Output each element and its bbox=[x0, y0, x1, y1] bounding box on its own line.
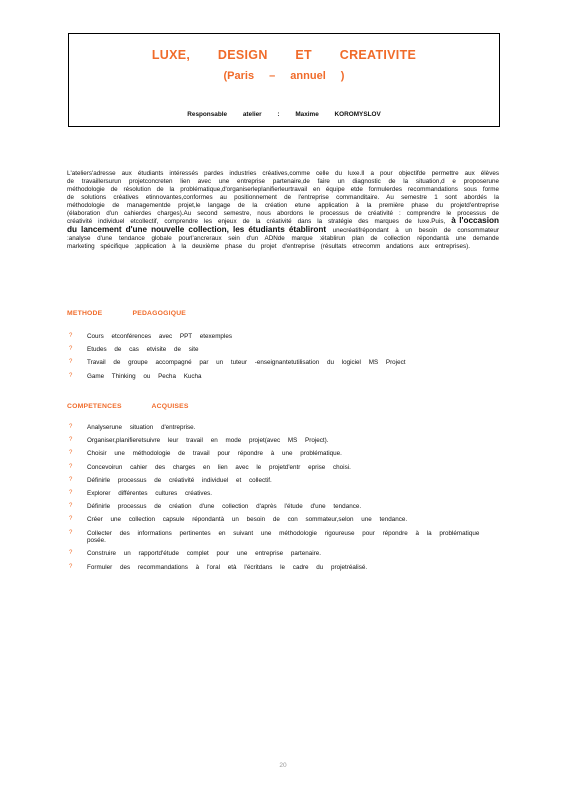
list-item bbox=[67, 564, 497, 572]
responsable-line: Responsable atelier : Maxime KOROMYSLOV bbox=[187, 111, 381, 118]
bullet-icon: ? bbox=[69, 463, 73, 470]
list-item bbox=[67, 346, 497, 354]
list-item bbox=[67, 550, 497, 558]
list-item bbox=[67, 516, 497, 524]
bullet-icon: ? bbox=[69, 424, 73, 430]
page-title: LUXE, DESIGN ET CREATIVITE bbox=[151, 48, 417, 62]
list-item bbox=[67, 530, 497, 546]
list-item-text: Analyserune situation d'entreprise. bbox=[87, 424, 196, 431]
list-item-text: Définirle processus de créativité individuel et collectif. bbox=[87, 476, 272, 484]
intro-text-part3: unecréatifrépondant à un besoin de consommateur :analyse d'une tendance globale pourl'ancreraux sein d'un ADNde marque :établirun plan de collection répondantà une demande marketing spécifique ;application à la deuxième phase du projet d'entreprise (résultats etrecomm andations aux entreprises). bbox=[67, 227, 499, 251]
list-item-text: Cours etconférences avec PPT etexemples bbox=[87, 333, 232, 340]
intro-text-part1: L'ateliers'adresse aux étudiants intéressés pardes industries créatives,comme celle du luxe.Il a pour objectifde permettre aux élèves de travaillersurun projetconcreten lien avec une entreprise partenaire,de faire un diagnostic de la situation,d e proposerune méthodologie de résolution de la problématique,d'organiserleplanifierleurtravail en équipe etde formulerdes recommandations sous forme de solutions créatives etinnovantes,conformes au positionnement de l'entreprise commanditaire. Au semestre 1 sont abordés la méthodologie de managementde projet,le langage de la création etune application à la première phase du projetd'entreprise (élaboration d'un cahierdes charges).Au second semestre, nous abordons le processus de créativité : comprendre le processus de créativité individuel etcollectif, comprendre les enjeux de la créativité dans la stratégie des marques de luxe.Puis, bbox=[67, 170, 499, 226]
bullet-icon: ? bbox=[69, 476, 73, 483]
bullet-icon: ? bbox=[69, 346, 73, 353]
list-item bbox=[67, 477, 497, 485]
competences-section-title: COMPETENCES ACQUISES bbox=[67, 403, 189, 410]
list-item-text: Concevoirun cahier des charges en lien avec le projetd'entr eprise choisi. bbox=[87, 463, 351, 471]
list-item-text: Créer une collection capsule répondantà un besoin de con sommateur,selon une tendance. bbox=[87, 516, 408, 524]
bullet-icon: ? bbox=[69, 437, 73, 444]
list-item-text: Explorer différentes cultures créatives. bbox=[87, 489, 212, 497]
methode-section-title: METHODE PEDAGOGIQUE bbox=[67, 310, 187, 317]
header-box bbox=[68, 33, 500, 127]
list-item-text: Formuler des recommandations à l'oral età l'écritdans le cadre du projetréalisé. bbox=[87, 563, 368, 571]
list-item bbox=[67, 437, 497, 445]
list-item-text: Travail de groupe accompagné par un tuteur -enseignantetutilisation du logiciel MS Project bbox=[87, 359, 406, 367]
intro-text-emphasis: à l'occasion du lancement d'une nouvelle collection, les étudiants établiront bbox=[67, 216, 499, 235]
list-item bbox=[67, 450, 497, 458]
page-subtitle: (Paris – annuel ) bbox=[223, 70, 345, 82]
list-item bbox=[67, 359, 497, 367]
list-item-text: Construire un rapportd'étude complet pour une entreprise partenaire. bbox=[87, 550, 321, 558]
list-item-text: Organiser,planifieretsuivre leur travail en mode projet(avec MS Project). bbox=[87, 437, 329, 445]
bullet-icon: ? bbox=[69, 333, 73, 339]
list-item bbox=[67, 333, 497, 341]
list-item bbox=[67, 424, 497, 432]
list-item bbox=[67, 503, 497, 511]
bullet-icon: ? bbox=[69, 450, 73, 457]
bullet-icon: ? bbox=[69, 489, 73, 496]
bullet-icon: ? bbox=[69, 563, 73, 570]
bullet-icon: ? bbox=[69, 529, 73, 536]
list-item bbox=[67, 464, 497, 472]
list-item-text: Collecter des informations pertinentes en suivant une méthodologie rigoureuse pour répondre à la problématique posée. bbox=[87, 529, 480, 545]
bullet-icon: ? bbox=[69, 372, 73, 379]
competences-list bbox=[67, 424, 497, 577]
list-item-text: Etudes de cas etvisite de site bbox=[87, 346, 199, 354]
bullet-icon: ? bbox=[69, 503, 73, 510]
list-item-text: Choisir une méthodologie de travail pour répondre à une problématique. bbox=[87, 450, 342, 458]
list-item-text: Définirle processus de création d'une collection d'après l'étude d'une tendance. bbox=[87, 503, 362, 511]
page-number: 20 bbox=[279, 762, 287, 769]
list-item bbox=[67, 490, 497, 498]
intro-paragraph bbox=[67, 170, 499, 251]
bullet-icon: ? bbox=[69, 516, 73, 523]
list-item bbox=[67, 373, 497, 381]
bullet-icon: ? bbox=[69, 550, 73, 557]
list-item-text: Game Thinking ou Pecha Kucha bbox=[87, 372, 202, 380]
bullet-icon: ? bbox=[69, 359, 73, 366]
methode-list bbox=[67, 333, 497, 386]
